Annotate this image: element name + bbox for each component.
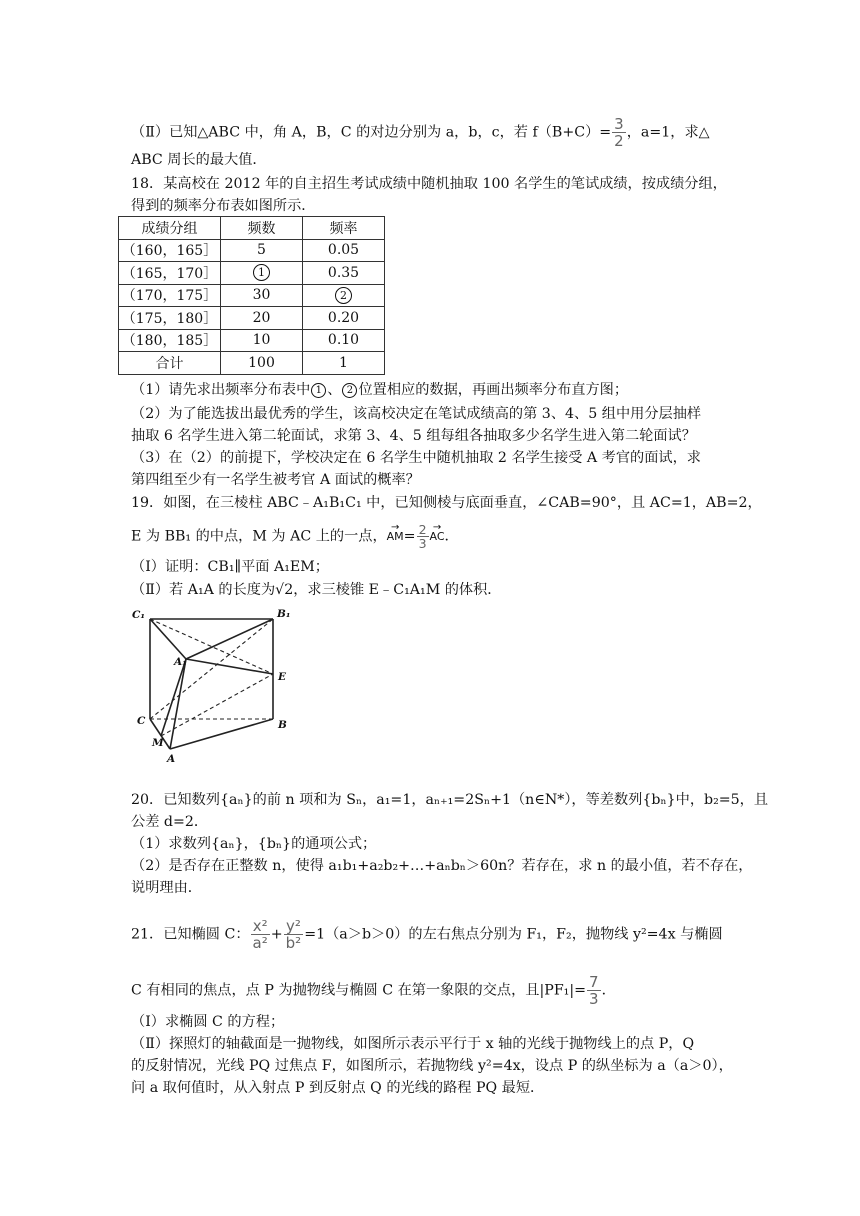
- label-c: C: [137, 715, 146, 727]
- frac-den: 3: [418, 536, 427, 551]
- vector-ac: → AC: [430, 527, 445, 547]
- table-total-row: [119, 352, 385, 375]
- edge-a1-a: [170, 659, 186, 749]
- table-cell: 5: [221, 239, 303, 262]
- fraction-two-thirds: [417, 523, 429, 550]
- q20-part2-line1: （2）是否存在正整数 n，使得 a₁b₁+a₂b₂+…+aₙbₙ＞60n？若存在，求 n 的最小值，若不存在，: [131, 858, 753, 874]
- q21-line1: [131, 918, 723, 951]
- label-m: M: [152, 737, 164, 749]
- q19-line2: [131, 523, 459, 550]
- table-cell: （170，175］: [119, 284, 221, 307]
- frac-den: 2: [614, 132, 624, 150]
- circled-one-marker: 1: [311, 383, 326, 398]
- q17-part2-line1: [131, 116, 710, 149]
- label-a1: A₁: [174, 656, 187, 668]
- triangular-prism-figure: [128, 604, 298, 766]
- table-row: [119, 284, 385, 307]
- frac-num: y²: [285, 917, 301, 935]
- q18-part2-line2: 抽取 6 名学生进入第二轮面试，求第 3、4、5 组每组各抽取多少名学生进入第二轮面试？: [131, 428, 696, 444]
- frac-num: 3: [614, 115, 624, 133]
- table-cell: 20: [221, 307, 303, 330]
- q21-line1-text-b: =1（a＞b＞0）的左右焦点分别为 F₁，F₂，抛物线 y²=4x 与椭圆: [304, 926, 723, 943]
- plus-sign: +: [270, 926, 283, 943]
- q19-p2-text-a: （Ⅱ）若 A₁A 的长度为: [131, 582, 276, 598]
- q21-part2-line1: （Ⅱ）探照灯的轴截面是一抛物线，如图所示表示平行于 x 轴的光线于抛物线上的点 P，Q: [131, 1036, 695, 1052]
- q18-part1: [131, 380, 628, 400]
- sqrt-two: √2: [275, 582, 294, 598]
- q21-part2-line3: 问 a 取何值时，从入射点 P 到反射点 Q 的光线的路程 PQ 最短．: [131, 1080, 545, 1096]
- table-cell: （160，165］: [119, 239, 221, 262]
- header-cell: 频数: [221, 217, 303, 240]
- q21-line2: [131, 974, 616, 1007]
- table-cell: 30: [221, 284, 303, 307]
- circled-two-marker: 2: [335, 287, 352, 304]
- table-row: [119, 329, 385, 352]
- table-cell: 10: [221, 329, 303, 352]
- frac-den: a²: [252, 934, 268, 952]
- fraction-three-halves: [612, 116, 626, 149]
- q19-p2-text-b: ，求三棱锥 E﹣C₁A₁M 的体积．: [293, 582, 502, 598]
- q17-text-b: ，a=1，求△: [626, 124, 710, 141]
- q19-part2: [131, 580, 502, 600]
- frac-num: 2: [418, 522, 427, 537]
- q21-line2-text: C 有相同的焦点，点 P 为抛物线与椭圆 C 在第一象限的交点，且|PF₁|=: [131, 982, 587, 999]
- q20-line2: 公差 d=2．: [131, 814, 209, 830]
- fraction-x2-over-a2: [251, 918, 270, 951]
- table-header-row: [119, 217, 385, 240]
- frac-den: b²: [285, 934, 302, 952]
- q18-part2-line1: （2）为了能选拔出最优秀的学生，该高校决定在笔试成绩高的第 3、4、5 组中用分层抽样: [131, 406, 702, 422]
- q18-p1-sep: 、: [327, 382, 342, 398]
- header-cell: 频率: [303, 217, 385, 240]
- table-cell: 0.35: [303, 262, 385, 285]
- q18-line2: 得到的频率分布表如图所示．: [131, 198, 316, 214]
- label-e: E: [278, 671, 287, 683]
- q21-part1: （Ⅰ）求椭圆 C 的方程；: [131, 1014, 285, 1030]
- label-a: A: [167, 753, 176, 765]
- q18-line1: 18．某高校在 2012 年的自主招生考试成绩中随机抽取 100 名学生的笔试成绩，按成绩分组，: [131, 176, 727, 192]
- label-b: B: [278, 719, 287, 731]
- table-cell: 1: [303, 352, 385, 375]
- q19-period: ．: [444, 528, 459, 545]
- q17-part2-line2: ABC 周长的最大值．: [131, 152, 267, 168]
- frac-num: x²: [252, 917, 268, 935]
- table-cell: [303, 284, 385, 307]
- q17-text-a: （Ⅱ）已知△ABC 中，角 A，B，C 的对边分别为 a，b，c，若 f（B+C）=: [131, 124, 612, 141]
- q21-period: ．: [601, 982, 616, 999]
- q18-p1-text-b: 位置相应的数据，再画出频率分布直方图；: [358, 382, 629, 398]
- q18-part3-line2: 第四组至少有一名学生被考官 A 面试的概率？: [131, 472, 420, 488]
- circled-one-marker: 1: [253, 264, 270, 281]
- table-cell: 0.05: [303, 239, 385, 262]
- table-row: [119, 262, 385, 285]
- q20-line1: 20．已知数列{aₙ}的前 n 项和为 Sₙ，a₁=1，aₙ₊₁=2Sₙ+1（n∈N*），等差数列{bₙ}中，b₂=5，且: [131, 792, 769, 808]
- q20-part1: （1）求数列{aₙ}，{bₙ}的通项公式；: [131, 836, 377, 852]
- label-c1: C₁: [132, 609, 145, 621]
- edge-a1-b1: [186, 619, 273, 659]
- fraction-y2-over-b2: [284, 918, 304, 951]
- q20-part2-line2: 说明理由．: [131, 880, 202, 896]
- table-row: [119, 307, 385, 330]
- q18-part3-line1: （3）在（2）的前提下，学校决定在 6 名学生中随机抽取 2 名学生接受 A 考官的面试，求: [131, 450, 701, 466]
- edge-a-b: [170, 719, 273, 749]
- vector-am: → AM: [387, 527, 404, 547]
- q21-line1-text-a: 21．已知椭圆 C：: [131, 926, 250, 943]
- table-cell: 0.20: [303, 307, 385, 330]
- header-cell: 成绩分组: [119, 217, 221, 240]
- table-cell: （165，170］: [119, 262, 221, 285]
- table-cell: （180，185］: [119, 329, 221, 352]
- frequency-table: [118, 216, 385, 375]
- table-cell: 合计: [119, 352, 221, 375]
- table-row: [119, 239, 385, 262]
- circled-two-marker: 2: [342, 383, 357, 398]
- table-cell: 100: [221, 352, 303, 375]
- q19-part1: （Ⅰ）证明：CB₁∥平面 A₁EM；: [131, 559, 329, 575]
- label-b1: B₁: [277, 608, 291, 620]
- edge-c-b1-hidden: [150, 619, 273, 719]
- table-cell: [221, 262, 303, 285]
- fraction-seven-thirds: [587, 974, 601, 1007]
- table-cell: （175，180］: [119, 307, 221, 330]
- frac-den: 3: [589, 990, 599, 1008]
- edge-c1-a1: [150, 619, 186, 659]
- q19-line2-text: E 为 BB₁ 的中点，M 为 AC 上的一点，: [131, 528, 387, 545]
- q18-p1-text-a: （1）请先求出频率分布表中: [131, 382, 311, 398]
- q19-line1: 19．如图，在三棱柱 ABC﹣A₁B₁C₁ 中，已知侧棱与底面垂直，∠CAB=90°，且 AC=1，AB=2，: [131, 495, 762, 511]
- q21-part2-line2: 的反射情况，光线 PQ 过焦点 F，如图所示，若抛物线 y²=4x，设点 P 的纵坐标为 a（a＞0），: [131, 1058, 733, 1074]
- equals-sign: =: [403, 528, 416, 545]
- table-cell: 0.10: [303, 329, 385, 352]
- frac-num: 7: [589, 973, 599, 991]
- edge-a1-e: [186, 659, 273, 674]
